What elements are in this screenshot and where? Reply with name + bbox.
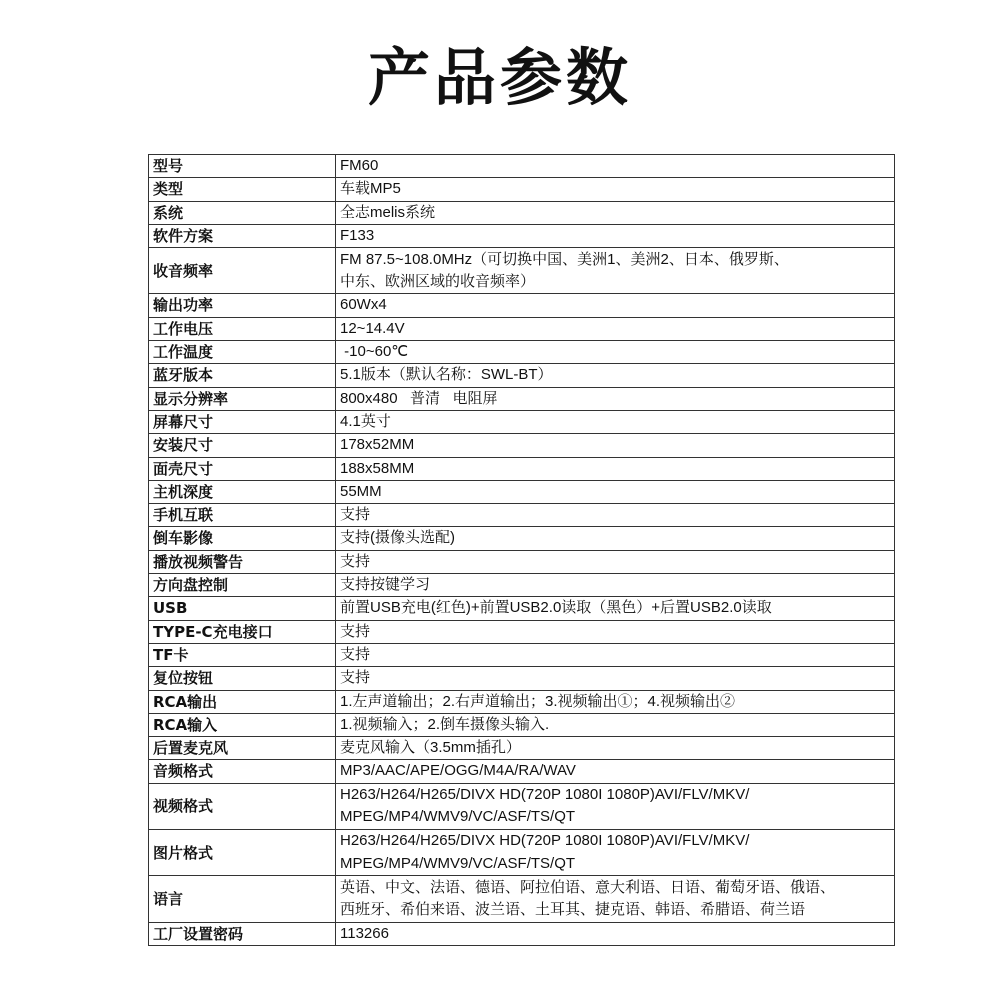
spec-key: 类型	[149, 178, 336, 201]
table-row	[149, 574, 895, 597]
table-row	[149, 294, 895, 317]
spec-value: 支持	[336, 620, 895, 643]
table-row	[149, 155, 895, 178]
table-row	[149, 480, 895, 503]
spec-key: 方向盘控制	[149, 574, 336, 597]
spec-key: RCA输出	[149, 690, 336, 713]
spec-value: 1.左声道输出；2.右声道输出；3.视频输出①；4.视频输出②	[336, 690, 895, 713]
table-row	[149, 387, 895, 410]
table-row	[149, 201, 895, 224]
table-row	[149, 410, 895, 433]
spec-value: FM60	[336, 155, 895, 178]
spec-table-body	[149, 155, 895, 946]
spec-key: 工厂设置密码	[149, 922, 336, 945]
spec-value: 英语、中文、法语、德语、阿拉伯语、意大利语、日语、葡萄牙语、俄语、 西班牙、希伯来语、波兰语、土耳其、捷克语、韩语、希腊语、荷兰语	[336, 876, 895, 922]
spec-key: TYPE-C充电接口	[149, 620, 336, 643]
spec-value: 支持	[336, 667, 895, 690]
table-row	[149, 178, 895, 201]
table-row	[149, 341, 895, 364]
spec-value: 800x480 普清 电阻屏	[336, 387, 895, 410]
spec-key: 倒车影像	[149, 527, 336, 550]
spec-value: MP3/AAC/APE/OGG/M4A/RA/WAV	[336, 760, 895, 783]
table-row	[149, 667, 895, 690]
table-row	[149, 760, 895, 783]
spec-key: 屏幕尺寸	[149, 410, 336, 433]
table-row	[149, 597, 895, 620]
spec-value: 178x52MM	[336, 434, 895, 457]
spec-value: 全志melis系统	[336, 201, 895, 224]
table-row	[149, 620, 895, 643]
spec-value: 支持按键学习	[336, 574, 895, 597]
spec-key: 系统	[149, 201, 336, 224]
spec-value: FM 87.5~108.0MHz（可切换中国、美洲1、美洲2、日本、俄罗斯、 中东、欧洲区域的收音频率）	[336, 248, 895, 294]
spec-key: 工作电压	[149, 317, 336, 340]
table-row	[149, 504, 895, 527]
spec-value: -10~60℃	[336, 341, 895, 364]
table-row	[149, 643, 895, 666]
spec-value: 188x58MM	[336, 457, 895, 480]
table-row	[149, 830, 895, 876]
spec-key: 后置麦克风	[149, 737, 336, 760]
spec-key: 语言	[149, 876, 336, 922]
spec-value: 1.视频输入；2.倒车摄像头输入.	[336, 713, 895, 736]
spec-key: 复位按钮	[149, 667, 336, 690]
table-row	[149, 783, 895, 829]
spec-value: F133	[336, 224, 895, 247]
table-row	[149, 434, 895, 457]
table-row	[149, 224, 895, 247]
spec-key: TF卡	[149, 643, 336, 666]
spec-value: 支持(摄像头选配)	[336, 527, 895, 550]
spec-value: H263/H264/H265/DIVX HD(720P 1080I 1080P)AVI/FLV/MKV/ MPEG/MP4/WMV9/VC/ASF/TS/QT	[336, 783, 895, 829]
table-row	[149, 550, 895, 573]
page-title: 产品参数	[367, 41, 632, 114]
spec-table	[148, 154, 895, 946]
spec-value: 4.1英寸	[336, 410, 895, 433]
spec-value: 车载MP5	[336, 178, 895, 201]
spec-key: 视频格式	[149, 783, 336, 829]
table-row	[149, 922, 895, 945]
spec-key: 面壳尺寸	[149, 457, 336, 480]
spec-value: 55MM	[336, 480, 895, 503]
spec-key: 软件方案	[149, 224, 336, 247]
table-row	[149, 364, 895, 387]
table-row	[149, 690, 895, 713]
spec-key: 型号	[149, 155, 336, 178]
spec-value: 前置USB充电(红色)+前置USB2.0读取（黑色）+后置USB2.0读取	[336, 597, 895, 620]
spec-value: 60Wx4	[336, 294, 895, 317]
table-row	[149, 527, 895, 550]
table-row	[149, 248, 895, 294]
spec-key: 播放视频警告	[149, 550, 336, 573]
table-row	[149, 737, 895, 760]
spec-key: 工作温度	[149, 341, 336, 364]
spec-key: 手机互联	[149, 504, 336, 527]
spec-value: H263/H264/H265/DIVX HD(720P 1080I 1080P)AVI/FLV/MKV/ MPEG/MP4/WMV9/VC/ASF/TS/QT	[336, 830, 895, 876]
spec-value: 支持	[336, 550, 895, 573]
spec-key: 收音频率	[149, 248, 336, 294]
spec-value: 支持	[336, 643, 895, 666]
table-row	[149, 317, 895, 340]
spec-key: 图片格式	[149, 830, 336, 876]
spec-value: 5.1版本（默认名称：SWL-BT）	[336, 364, 895, 387]
spec-key: 主机深度	[149, 480, 336, 503]
spec-value: 12~14.4V	[336, 317, 895, 340]
table-row	[149, 457, 895, 480]
spec-value: 支持	[336, 504, 895, 527]
spec-value: 麦克风输入（3.5mm插孔）	[336, 737, 895, 760]
spec-key: USB	[149, 597, 336, 620]
table-row	[149, 876, 895, 922]
spec-key: 输出功率	[149, 294, 336, 317]
table-row	[149, 713, 895, 736]
spec-key: 显示分辨率	[149, 387, 336, 410]
spec-value: 113266	[336, 922, 895, 945]
spec-key: RCA输入	[149, 713, 336, 736]
spec-key: 音频格式	[149, 760, 336, 783]
spec-key: 蓝牙版本	[149, 364, 336, 387]
spec-key: 安装尺寸	[149, 434, 336, 457]
